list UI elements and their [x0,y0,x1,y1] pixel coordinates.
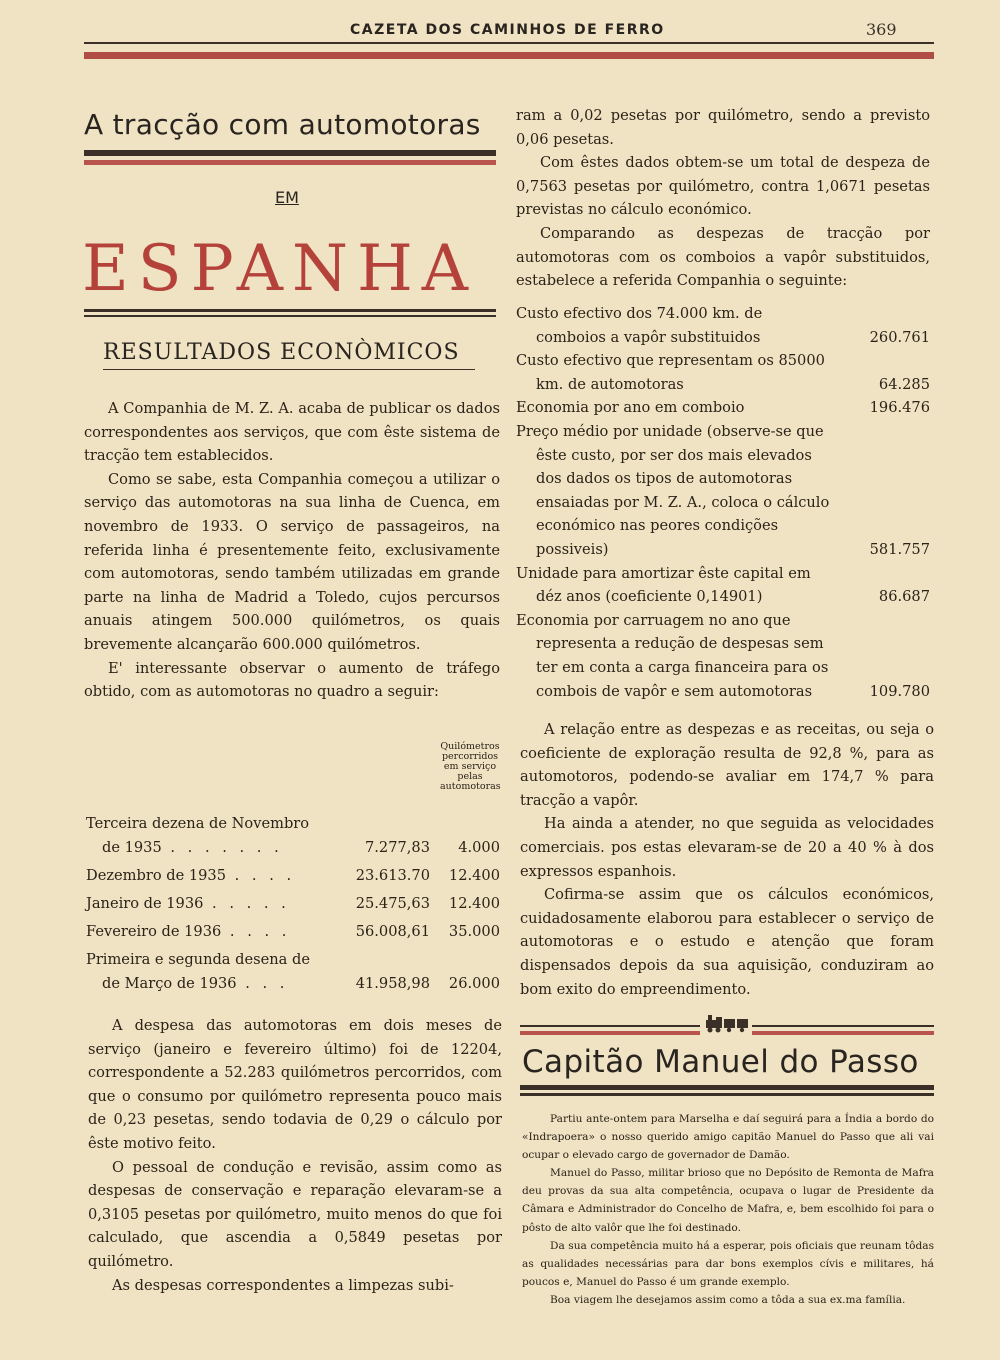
ornament-rule [520,1025,700,1027]
row-value-2: 12.400 [448,895,500,912]
row-value-1: 41.958,98 [355,975,430,992]
table-row: Dezembro de 1935 . . . . 23.613.70 12.400 [86,867,500,884]
row-value-1: 56.008,61 [355,923,430,940]
item-text: Unidade para amortizar êste capital em déz anos (coeficiente 0,14901) [516,564,811,606]
ornament-red-rule [752,1031,934,1035]
title-country: ESPANHA [82,232,477,306]
ornament-red-rule [520,1031,700,1035]
paragraph: Com êstes dados obtem-se um total de despeza de 0,7563 pesetas por quilómetro, contra 1,0671 pesetas previstas no cálculo económico. [516,154,930,219]
item-text: Custo efectivo que representam os 85000 km. de automotoras [516,352,825,393]
row-label: Terceira dezena de Novembro [86,815,310,832]
item-value: 64.285 [878,375,930,393]
article2-rule [520,1085,934,1090]
paragraph: A relação entre as despezas e as receitas, ou seja o coeficiente de exploração resulta de 92,8 %, para as automotoros, podendo-se avaliar em 174,7 % para tracção a vapôr. [520,721,934,809]
item-value: 196.476 [869,399,930,417]
paragraph: Como se sabe, esta Companhia começou a utilizar o serviço das automotoras na sua linha de Cuenca, em novembro de 1933. O serviço de passageiros, na referida linha é presentemente feito, exclusivamente com automotoras, sendo também utilizadas em grande parte na linha de Madrid a Toledo, cujos percursos anuais atingem 500.000 quilómetros, os quais brevemente alcançarão 600.000 quilómetros. [84,470,500,653]
article2-rule-thin [520,1093,934,1096]
table-row: Janeiro de 1936 . . . . . 25.475,63 12.400 [86,895,500,912]
paragraph: ram a 0,02 pesetas por quilómetro, sendo a previsto 0,06 pesetas. [516,107,930,148]
paragraph: A Companhia de M. Z. A. acaba de publicar os dados correspondentes aos serviços, que com êste sistema de tracção tem establecidos. [84,400,500,465]
paragraph: Comparando as despezas de tracção por automotoras com os comboios a vapôr substituidos, estabelece a referida Companhia o seguinte: [516,224,930,290]
row-value-2: 4.000 [458,839,500,856]
paragraph: Partiu ante-ontem para Marselha e daí seguirá para a Índia a bordo do «Indrapoera» o nosso querido amigo capitão Manuel do Passo que ali vai ocupar o elevado cargo de governador de Damão. [522,1113,934,1162]
item-value: 260.761 [869,328,930,346]
row-label: Fevereiro de 1936 [86,923,222,940]
item-text: Economia por ano em comboio [516,399,745,417]
paragraph: As despesas correspondentes a limpezas subi- [112,1276,454,1294]
country-rule [84,309,496,312]
paragraph: Cofirma-se assim que os cálculos económicos, cuidadosamente elaborou para establecer o serviço de automotoras e o estudo e atenção que foram dispensados depois da sua aquisição, conduziram ao bom exito do empreendimento. [520,886,934,998]
left-column-intro [84,397,500,704]
title-connector: EM [275,188,299,207]
list-item [516,396,932,420]
row-value-2: 35.000 [448,923,500,940]
item-text: Preço médio por unidade (observe-se que êste custo, por ser dos mais elevados dos dados os tipos de automotoras ensaiadas por M. Z. A., coloca o cálculo económico nas peores condições possiveis) [516,422,830,558]
paragraph: Manuel do Passo, militar brioso que no Depósito de Remonta de Mafra deu provas da sua alta competência, ocupava o lugar de Presidente da Câmara e Administrador do Concelho de Mafra, e, bem escolhido foi para o pôsto de alto valôr que lhe foi destinado. [522,1167,934,1234]
row-label: de 1935 [102,839,162,856]
list-item [516,562,932,609]
header-rule [84,42,934,44]
article-title: A tracção com automotoras [84,108,481,141]
subtitle-rule [103,369,475,370]
row-label: Janeiro de 1936 [86,895,204,912]
right-column-conclusion [520,718,934,1001]
article2-body [522,1110,934,1309]
paragraph: O pessoal de condução e revisão, assim como as despesas de conservação e reparação elevaram-se a 0,3105 pesetas por quilómetro, muito menos do que foi calculado, que ascendia a 0,5849 pesetas por quilómetro. [88,1158,502,1270]
row-value-2: 12.400 [448,867,500,884]
traffic-table [86,815,504,999]
row-label: Dezembro de 1935 [86,867,227,884]
list-item [516,349,932,396]
list-item [516,302,932,349]
row-label: de Março de 1936 [102,975,237,992]
paragraph: Da sua competência muito há a esperar, pois oficiais que reunam tôdas as qualidades necessárias para dar bons exemplos cívis e militares, há poucos e, Manuel do Passo é um grande exemplo. [522,1239,934,1288]
country-rule-thin [84,315,496,317]
page-number: 369 [866,20,897,39]
article2-title: Capitão Manuel do Passo [522,1044,919,1080]
paragraph: E' interessante observar o aumento de tráfego obtido, com as automotoras no quadro a seguir: [84,659,500,701]
list-item [516,609,932,703]
item-value: 86.687 [878,588,930,606]
row-value-1: 25.475,63 [355,895,430,912]
title-rule [84,150,496,156]
row-label: Primeira e segunda desena de [86,951,310,968]
table-row: Fevereiro de 1936 . . . . 56.008,61 35.000 [86,923,500,940]
left-column-expenses [88,1014,502,1297]
paragraph: Boa viagem lhe desejamos assim como a tôda a sua ex.ma família. [550,1293,906,1306]
item-text: Custo efectivo dos 74.000 km. de comboios a vapôr substituidos [516,305,763,346]
right-column-intro [516,104,930,293]
table-column-header: Quilómetros percorridos em serviço pelas automotoras [440,741,501,792]
item-value: 109.780 [869,682,930,700]
table-row: de 1935 . . . . . . . 7.277,83 4.000 [102,839,500,856]
table-row [86,815,504,839]
row-value-1: 7.277,83 [365,839,430,856]
item-text: Economia por carruagem no ano que representa a redução de despesas sem ter em conta a carga financeira para os combois de vapôr e sem automotoras [516,611,829,700]
title-red-rule [84,160,496,165]
cost-comparison-list [516,302,932,703]
row-value-1: 23.613.70 [355,867,430,884]
header-red-rule [84,52,934,59]
paragraph: Ha ainda a atender, no que seguida as velocidades comerciais. pos estas elevaram-se de 20 a 40 % à dos expressos espanhois. [520,815,934,880]
paragraph: A despesa das automotoras em dois meses de serviço (janeiro e fevereiro último) foi de 12204, correspondente a 52.283 quilómetros percorridos, com que o consumo por quilómetro representa pouco mais de 0,23 pesetas, sendo todavia de 0,29 o cálculo por êste motivo feito. [88,1017,502,1152]
running-title: CAZETA DOS CAMINHOS DE FERRO [350,22,665,38]
table-row [86,951,504,975]
list-item [516,420,932,562]
table-row: de Março de 1936 . . . 41.958,98 26.000 [102,975,500,992]
row-value-2: 26.000 [448,975,500,992]
ornament-rule [752,1025,934,1027]
item-value: 581.757 [869,540,930,558]
train-icon [704,1012,750,1034]
article-subtitle: RESULTADOS ECONÒMICOS [103,340,460,365]
